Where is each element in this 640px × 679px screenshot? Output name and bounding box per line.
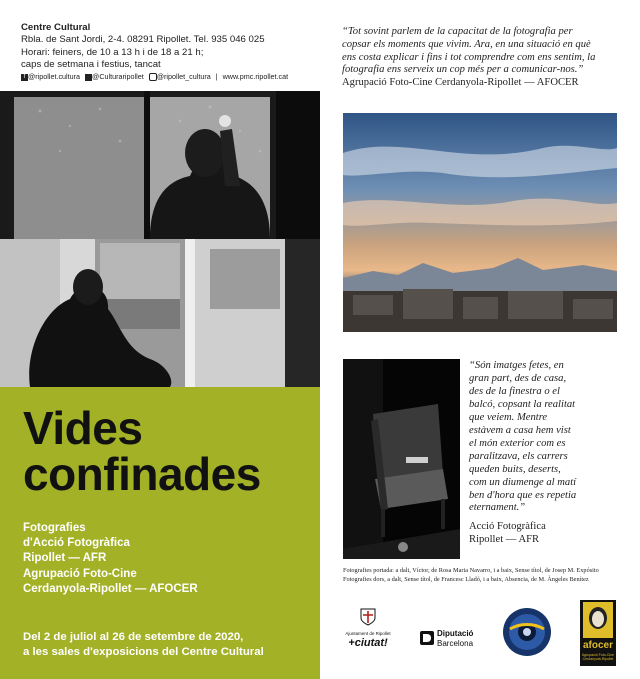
photo-credit-line-1: Fotografies portada: a dalt, Víctor, de Rosa Maria Navarro, i a baix, Sense títol, de Josep M. Expósito xyxy=(343,567,599,574)
diputacio-icon xyxy=(420,631,434,645)
quote-afr xyxy=(469,360,629,515)
credit-line: d'Acció Fotogràfica xyxy=(23,537,130,550)
credit-line: Cerdanyola-Ripollet — AFOCER xyxy=(23,582,198,595)
exhibition-credits xyxy=(23,521,198,597)
cover-photo-top xyxy=(0,91,320,239)
social-instagram2[interactable]: @ripollet_cultura xyxy=(156,72,211,81)
quote-line: que veiem. Mentre xyxy=(469,411,548,423)
quote-line: eternament.” xyxy=(469,502,526,514)
sunset-cityscape-photo xyxy=(343,113,617,332)
venue-name: Centre Cultural xyxy=(21,22,91,33)
quote-line: com un diumenge al matí xyxy=(469,476,577,488)
social-instagram[interactable]: @ripollet.cultura xyxy=(28,72,81,81)
seated-figure-illustration xyxy=(0,239,320,387)
instagram-icon xyxy=(149,73,157,81)
sponsor-logos xyxy=(340,600,640,670)
social-web-link[interactable]: www.pmc.ripollet.cat xyxy=(222,72,289,81)
diputacio-barcelona-logo xyxy=(420,628,490,652)
credit-line: Ripollet — AFR xyxy=(23,552,107,565)
quote-line: estàvem a casa hem vist xyxy=(469,424,571,436)
photo-credit-line-2: Fotografies dors, a dalt, Sense títol, de Francesc Lladó, i a baix, Absencia, de M. Àngeles Benítez xyxy=(343,575,589,583)
venue-hours-note: caps de setmana i festius, tancat xyxy=(21,59,161,71)
venue-address: Rbla. de Sant Jordi, 2-4. 08291 Ripollet. Tel. 935 046 025 xyxy=(21,34,265,46)
afr-logo xyxy=(502,607,552,657)
quote-line: gran part, des de casa, xyxy=(469,372,567,384)
afocer-sublabel: Agrupació Foto-Cine Cerdanyola-Ripollet xyxy=(581,653,615,661)
credit-line: Fotografies xyxy=(23,522,86,534)
quote-line: copsar els moments que vivim. Ara, en una situació en què xyxy=(342,38,591,50)
social-links xyxy=(21,72,288,81)
venue-hours: Horari: feiners, de 10 a 13 h i de 18 a 21 h; xyxy=(21,46,204,58)
diputacio-line-1: Diputació xyxy=(437,629,474,638)
quote-line: fotografia ens serveix un cop més per a comunicar-nos.” xyxy=(342,64,584,76)
ajuntament-label: Ajuntament de Ripollet xyxy=(345,631,391,636)
quote-line: paralitzava, els carrers xyxy=(469,450,568,462)
facebook-icon: f xyxy=(21,74,28,81)
quote-line: “Són imatges fetes, en xyxy=(469,360,564,371)
social-twitter[interactable]: @Culturaripollet xyxy=(92,72,144,81)
separator: | xyxy=(215,72,218,81)
afocer-portrait-icon xyxy=(583,602,613,638)
quote-afocer-author: Agrupació Foto-Cine Cerdanyola-Ripollet — AFOCER xyxy=(342,77,579,88)
window-figure-illustration xyxy=(0,91,320,239)
armchair-illustration xyxy=(343,359,460,559)
title-line-2: confinades xyxy=(23,448,261,500)
quote-line: “Tot sovint parlem de la capacitat de la fotografia per xyxy=(342,26,573,37)
dates-line-1: Del 2 de juliol al 26 de setembre de 2020, xyxy=(23,631,244,643)
cover-photo-bottom xyxy=(0,239,320,387)
afocer-label: afocer xyxy=(582,640,613,651)
afocer-logo xyxy=(580,600,616,666)
venue-info xyxy=(21,22,316,72)
credit-line: Agrupació Foto-Cine xyxy=(23,567,137,580)
exhibition-dates xyxy=(23,630,264,660)
quote-afr-author xyxy=(469,521,619,547)
author-line-1: Acció Fotogràfica xyxy=(469,521,546,532)
quote-line: balcó, copsant la realitat xyxy=(469,398,576,410)
quote-line: queden buits, deserts, xyxy=(469,463,561,475)
exhibition-title xyxy=(23,402,261,500)
coat-of-arms-icon xyxy=(360,608,376,626)
diputacio-line-2: Barcelona xyxy=(437,639,474,648)
sunset-illustration xyxy=(343,113,617,332)
quote-line: ben d'hora que es repetia xyxy=(469,489,577,501)
quote-line: des de la finestra o el xyxy=(469,385,560,397)
ajuntament-ripollet-logo xyxy=(342,608,394,658)
dates-line-2: a les sales d'exposicions del Centre Cultural xyxy=(23,646,264,658)
armchair-photo xyxy=(343,359,460,559)
author-line-2: Ripollet — AFR xyxy=(469,533,540,545)
twitter-icon xyxy=(85,74,92,81)
quote-line: el món exterior com es xyxy=(469,437,566,449)
quote-line: ens costa explicar i fins i tot comprendre com ens sentim, la xyxy=(342,51,596,63)
afr-emblem-icon xyxy=(502,607,552,657)
photo-credits xyxy=(343,567,633,584)
quote-afocer xyxy=(342,26,627,77)
ajuntament-slogan: +ciutat! xyxy=(348,637,388,649)
title-line-1: Vides xyxy=(23,402,143,454)
